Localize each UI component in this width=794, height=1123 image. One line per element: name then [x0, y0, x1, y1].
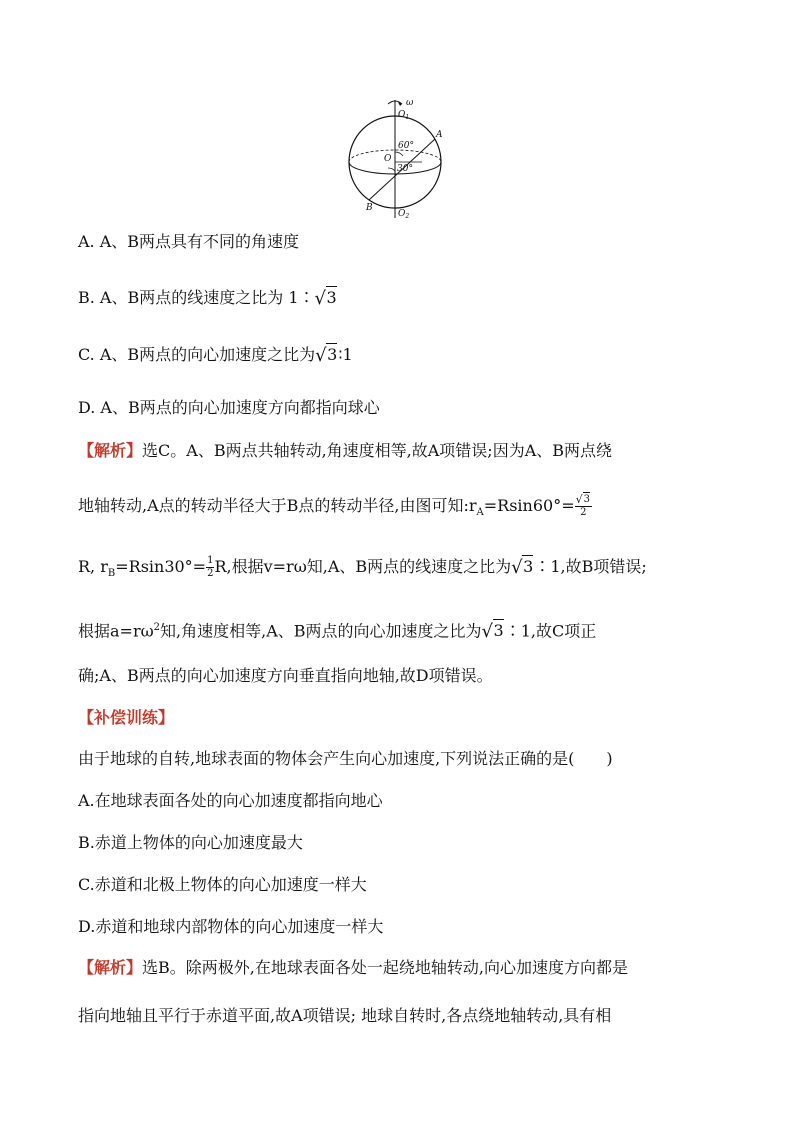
supplement-option-d: D.赤道和地球内部物体的向心加速度一样大: [78, 917, 384, 936]
analysis1-text2: 地轴转动,A点的转动半径大于B点的转动半径,由图可知:r: [78, 496, 477, 515]
analysis1-formula-ra: =Rsin60°=: [483, 496, 575, 515]
q1-option-c-text: C. A、B两点的向心加速度之比为: [78, 345, 316, 364]
sphere-rotation-figure: [340, 96, 450, 220]
sqrt-radicand: 3: [493, 621, 504, 641]
analysis1-text3b: R,根据v=rω知,A、B两点的线速度之比为: [214, 557, 512, 576]
subscript-a: A: [476, 507, 484, 519]
supplement-option-a: A.在地球表面各处的向心加速度都指向地心: [78, 791, 383, 810]
analysis1-text4a: 根据a=rω: [78, 621, 154, 641]
angle-60-arc: [395, 152, 403, 156]
label-o: O: [384, 154, 392, 164]
q1-option-c: [78, 345, 353, 365]
superscript-2: 2: [153, 622, 161, 633]
sqrt-radicand: 3: [583, 494, 590, 505]
analysis2-text1: 选B。除两极外,在地球表面各处一起绕地轴转动,向心加速度方向都是: [142, 958, 628, 977]
analysis2-line1: [78, 958, 628, 978]
sqrt-symbol: √ 3: [314, 288, 337, 309]
analysis-tag: 【解析】: [78, 958, 143, 977]
supplement-tag: 【补偿训练】: [78, 708, 175, 727]
fraction-denominator: 2: [207, 568, 214, 579]
analysis1-text3a: R, r: [78, 557, 108, 576]
analysis1-line5: 确;A、B两点的向心加速度方向垂直指向地轴,故D项错误。: [78, 666, 493, 685]
analysis-tag: 【解析】: [78, 441, 143, 460]
sqrt-symbol: √ 3: [511, 557, 534, 578]
label-o2: $O_2$: [398, 209, 410, 220]
analysis1-text4c: ∶1,故C项正: [504, 621, 597, 641]
q1-option-c-ratio: ∶1: [338, 345, 353, 364]
fraction-denominator: 2: [580, 507, 587, 518]
supplement-option-b: B.赤道上物体的向心加速度最大: [78, 833, 303, 852]
omega-label: ω: [406, 98, 414, 108]
q1-option-b: [78, 288, 338, 308]
analysis1-text3c: ∶1,故B项错误;: [534, 557, 647, 576]
fraction-numerator: 1: [207, 555, 214, 566]
sqrt-radicand: 3: [326, 288, 337, 307]
analysis1-line3: [78, 555, 647, 584]
supplement-option-c: C.赤道和北极上物体的向心加速度一样大: [78, 875, 367, 894]
sqrt-radicand: 3: [327, 345, 338, 364]
label-angle60: 60°: [398, 141, 414, 151]
label-b: B: [366, 203, 373, 213]
analysis1-line4: [78, 618, 596, 641]
analysis1-text4b: 知,角速度相等,A、B两点的向心加速度之比为: [160, 621, 482, 641]
q1-option-d: D. A、B两点的向心加速度方向都指向球心: [78, 398, 380, 417]
label-a: A: [436, 130, 443, 140]
label-o1: $O_1$: [398, 110, 410, 121]
analysis1-text1: 选C。A、B两点共轴转动,角速度相等,故A项错误;因为A、B两点绕: [142, 441, 613, 460]
subscript-b: B: [107, 568, 116, 580]
analysis1-line1: [78, 441, 612, 461]
q1-option-b-text: B. A、B两点的线速度之比为 1∶: [78, 288, 315, 307]
label-angle30: 30°: [397, 164, 413, 174]
sqrt-symbol: √ 3: [481, 621, 504, 643]
fraction-sqrt3-over-2: [575, 494, 592, 519]
supplement-question: 由于地球的自转,地球表面的物体会产生向心加速度,下列说法正确的是( ): [78, 749, 613, 768]
analysis2-line2: 指向地轴且平行于赤道平面,故A项错误; 地球自转时,各点绕地轴转动,具有相: [78, 1006, 612, 1025]
sqrt-symbol: √ 3: [315, 345, 338, 366]
sqrt-symbol: √ 3: [575, 493, 590, 506]
angle-30-arc: [388, 168, 395, 171]
sqrt-radicand: 3: [523, 557, 534, 576]
q1-option-a: A. A、B两点具有不同的角速度: [78, 232, 300, 251]
analysis1-formula-rb: =Rsin30°=: [115, 557, 207, 576]
analysis1-line2: [78, 494, 592, 523]
